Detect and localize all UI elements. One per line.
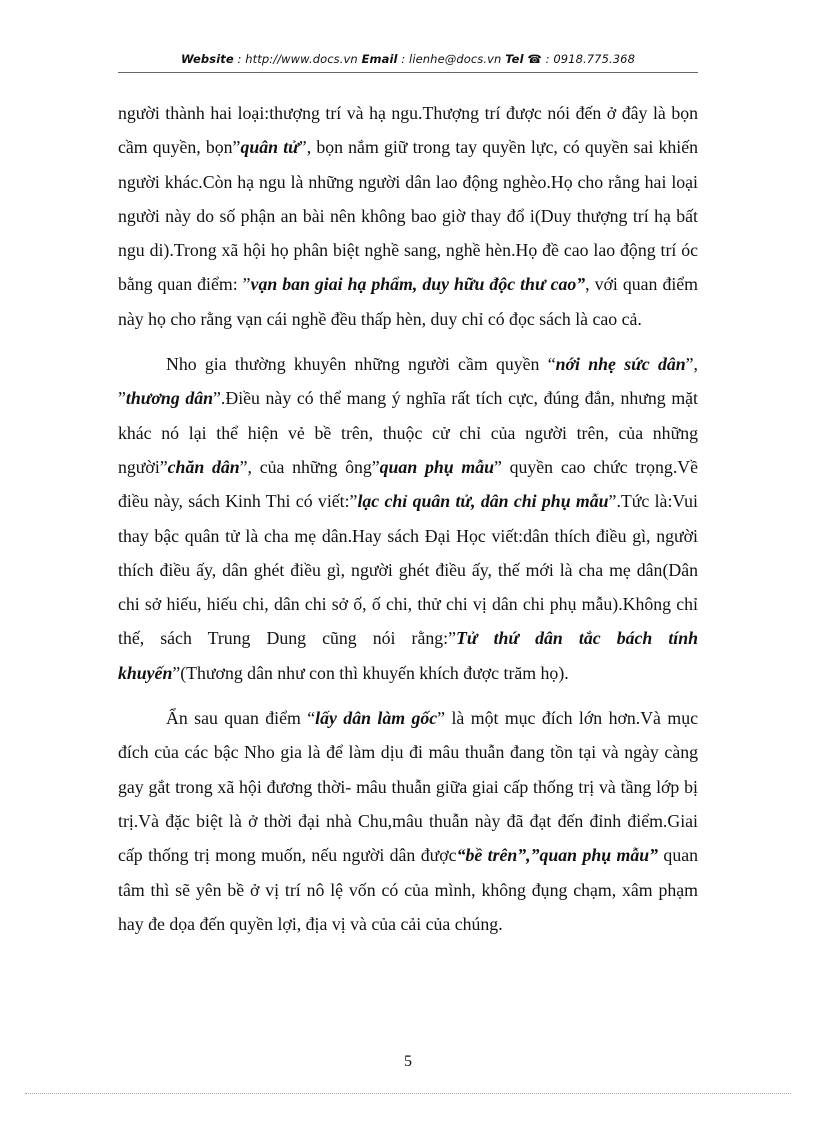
website-label: Website (180, 52, 234, 66)
text-run: Nho gia thường khuyên những người cầm quyền “ (166, 354, 556, 375)
email-label: Email (361, 52, 398, 66)
paragraph-3 (118, 701, 698, 941)
tel-label: Tel (505, 52, 524, 66)
footer-divider (25, 1093, 791, 1094)
text-run: quan tâm thì sẽ yên bề ở vị trí nô lệ vốn có của mình, không đụng chạm, xâm phạm hay đe dọa đến quyền lợi, địa vị và của cải của chúng. (118, 845, 698, 934)
email-address[interactable]: : lienhe@docs.vn (397, 52, 506, 66)
phone-icon: ☎ (527, 52, 542, 66)
paragraph-1 (118, 96, 698, 336)
text-run: người thành hai loại:thượng trí và hạ ngu.Thượng trí được nói đến ở đây là bọn cầm quyền, bọn” (118, 103, 698, 158)
emphasis-run: quan phụ mẫu (379, 456, 494, 477)
text-run: ”, của những ông” (239, 456, 380, 477)
emphasis-run: “bề trên”,”quan phụ mẫu” (456, 845, 659, 866)
website-url[interactable]: : http://www.docs.vn (233, 52, 362, 66)
body-text (118, 96, 698, 941)
text-run: , với quan điểm này họ cho rằng vạn cái nghề đều thấp hèn, duy chỉ có đọc sách là cao cả. (118, 274, 698, 329)
text-run: ”, ” (118, 354, 698, 409)
header-divider (118, 72, 698, 73)
text-run: ”.Tức là:Vui thay bậc quân tử là cha mẹ dân.Hay sách Đại Học viết:dân thích điều gì, người thích điều ấy, dân ghét điều gì, người ghét điều ấy, thế mới là cha mẹ dân(Dân chi sở hiếu, hiếu chi, dân chi sở ố, ố chi, thử chi vị dân chi phụ mẫu).Không chỉ thế, sách Trung Dung cũng nói rằng:” (118, 491, 698, 649)
emphasis-run: Tử thứ dân tắc bách tính khuyến (118, 628, 698, 683)
text-run: ” là một mục đích lớn hơn.Và mục đích của các bậc Nho gia là để làm dịu đi mâu thuẫn đang tồn tại và ngày càng gay gắt trong xã hội đương thời- mâu thuẫn giữa giai cấp thống trị và tầng lớp bị trị.Và đặc biệt là ở thời đại nhà Chu,mâu thuẫn này đã đạt đến đỉnh điểm.Giai cấp thống trị mong muốn, nếu người dân được (118, 708, 698, 866)
paragraph-2 (118, 347, 698, 690)
emphasis-run: thương dân (125, 388, 214, 409)
text-run: Ẩn sau quan điểm “ (166, 708, 316, 729)
page-header (0, 52, 816, 66)
emphasis-run: chăn dân (167, 456, 240, 477)
emphasis-run: lạc chỉ quân tử, dân chi phụ mẫu (357, 491, 609, 512)
text-run: ”(Thương dân như con thì khuyến khích được trăm họ). (172, 662, 569, 683)
text-run: ”.Điều này có thể mang ý nghĩa rất tích cực, đúng đắn, nhưng mặt khác nó lại thể hiện vẻ bề trên, thuộc cử chỉ của người trên, của những người” (118, 388, 698, 477)
text-run: ”, bọn nắm giữ trong tay quyền lực, có quyền sai khiến người khác.Còn hạ ngu là những người dân lao động nghèo.Họ cho rằng hai loại người này do số phận an bài nên không bao giờ thay đổ i(Duy thượng trí hạ bất ngu di).Trong xã hội họ phân biệt nghề sang, nghề hèn.Họ đề cao lao động trí óc bằng quan điểm: ” (118, 137, 698, 295)
emphasis-run: nới nhẹ sức dân (555, 354, 686, 375)
tel-number: : 0918.775.368 (541, 52, 635, 66)
text-run: ” quyền cao chức trọng.Về điều này, sách Kinh Thi có viết:” (118, 456, 698, 512)
emphasis-run: quân tử (240, 137, 299, 158)
emphasis-run: vạn ban giai hạ phẩm, duy hữu độc thư cao” (250, 274, 586, 295)
emphasis-run: lấy dân làm gốc (315, 708, 438, 729)
page-number: 5 (404, 1053, 412, 1070)
